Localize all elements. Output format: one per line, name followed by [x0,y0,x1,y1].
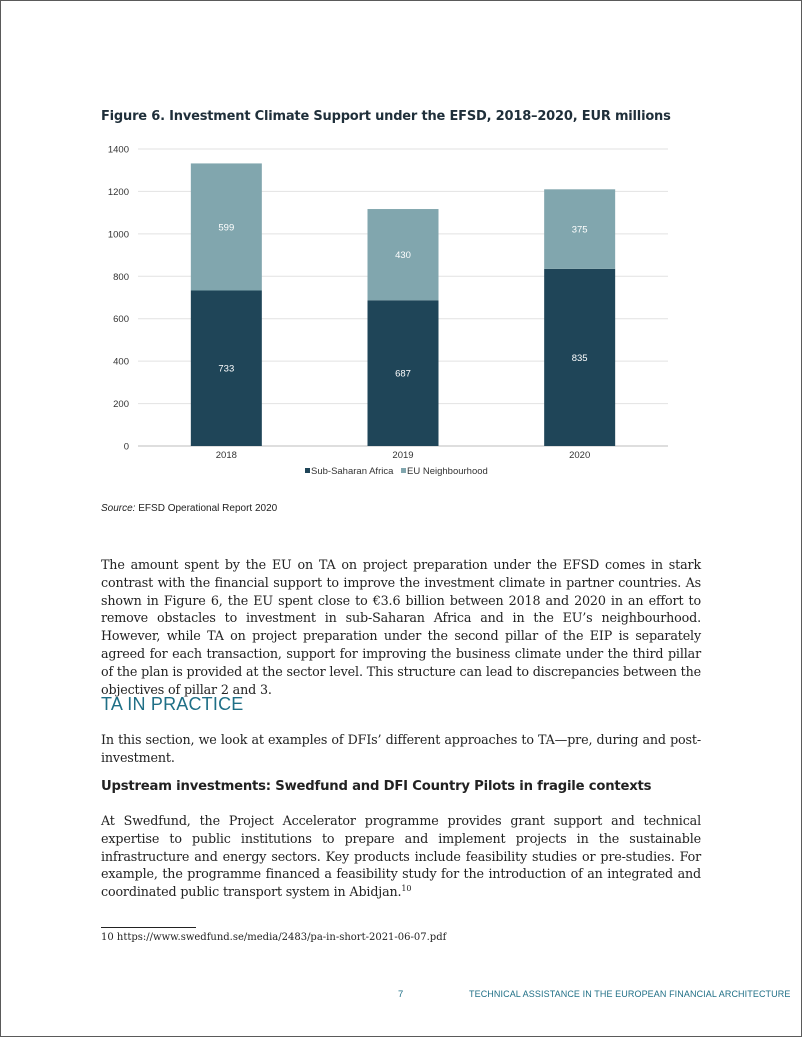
x-tick-label: 2018 [215,450,237,461]
source-text: EFSD Operational Report 2020 [138,503,278,514]
y-tick-label: 200 [113,399,129,411]
body-paragraph-2: In this section, we look at examples of DFIs’ different approaches to TA—pre, during and post-investment. [101,732,701,765]
y-tick-label: 0 [123,441,129,453]
body-paragraph-3 [101,812,701,901]
legend-swatch [401,468,406,473]
footnote-divider [101,927,196,928]
data-label: 599 [218,222,235,234]
legend-swatch [305,468,310,473]
data-label: 687 [395,368,411,380]
y-tick-label: 800 [113,271,129,283]
x-tick-label: 2019 [392,450,414,461]
section-heading: TA IN PRACTICE [101,694,244,714]
body-paragraph-3-text: At Swedfund, the Project Accelerator programme provides grant support and technical expertise to public institutions to prepare and implement projects in the sustainable infrastructure and energy sectors. Key products include feasibility studies or pre-studies. For example, the programme financed a feasibility study for the introduction of an integrated and coordinated public transport system in Abidjan. [101,813,701,900]
y-tick-label: 400 [113,356,129,368]
y-tick-label: 1400 [107,144,129,156]
source-label: Source: [101,503,136,514]
data-label: 835 [571,352,588,364]
legend-label: Sub-Saharan Africa [311,466,394,477]
stacked-bar-chart [95,140,685,490]
y-tick-label: 1200 [107,186,129,198]
subsection-heading: Upstream investments: Swedfund and DFI Country Pilots in fragile contexts [101,779,652,794]
data-label: 733 [218,363,235,375]
data-label: 430 [395,250,411,262]
y-tick-label: 600 [113,314,129,326]
figure-source [101,503,277,514]
page-number: 7 [398,989,404,1000]
body-paragraph-1: The amount spent by the EU on TA on project preparation under the EFSD comes in stark contrast with the financial support to improve the investment climate in partner countries. As shown in Figure 6, the EU spent close to €3.6 billion between 2018 and 2020 in an effort to remove obstacles to investment in sub-Saharan Africa and in the EU’s neighbourhood. However, while TA on project preparation under the second pillar of the EIP is separately agreed for each transaction, support for improving the business climate under the third pillar of the plan is provided at the sector level. This structure can lead to discrepancies between the objectives of pillar 2 and 3. [101,557,701,697]
data-label: 375 [571,224,588,236]
y-tick-label: 1000 [107,229,129,241]
x-tick-label: 2020 [569,450,591,461]
footnote-10: 10 https://www.swedfund.se/media/2483/pa-in-short-2021-06-07.pdf [101,932,447,943]
legend-label: EU Neighbourhood [407,466,488,477]
footnote-ref[interactable]: 10 [401,883,412,893]
figure-title: Figure 6. Investment Climate Support under the EFSD, 2018–2020, EUR millions [101,109,671,124]
running-title: TECHNICAL ASSISTANCE IN THE EUROPEAN FINANCIAL ARCHITECTURE [469,989,791,999]
